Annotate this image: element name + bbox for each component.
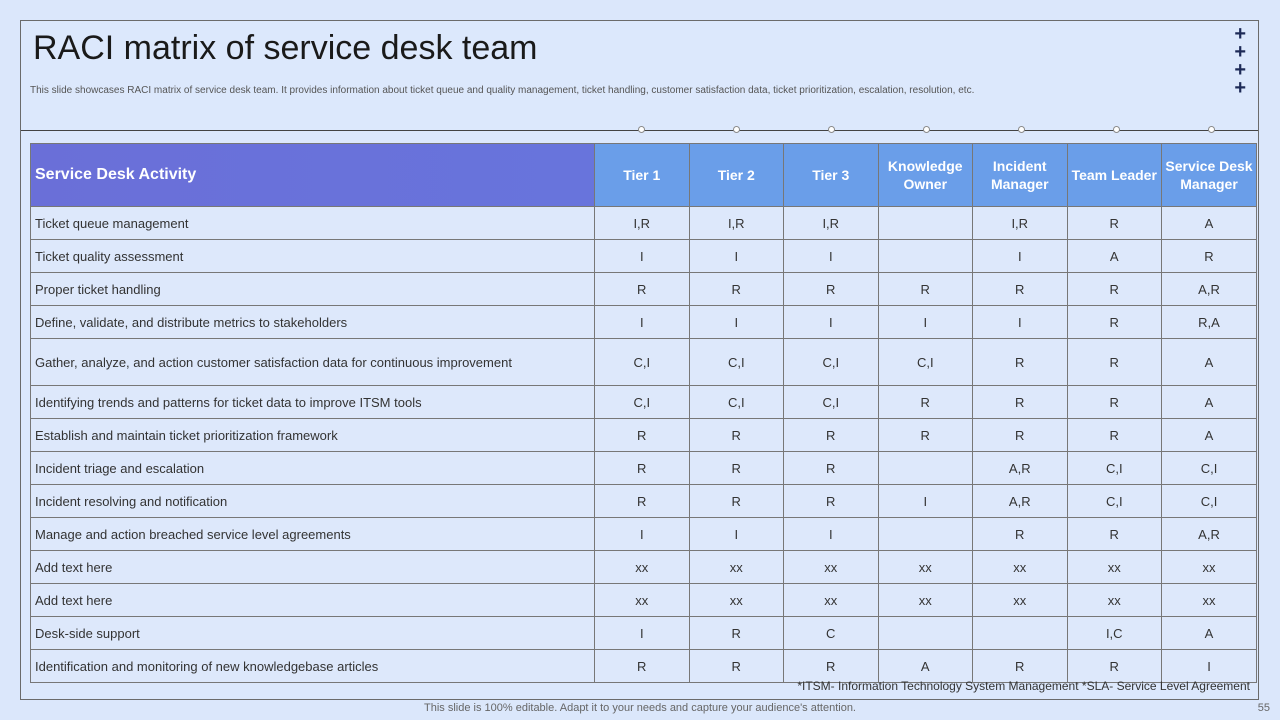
raci-cell: I: [689, 240, 784, 273]
raci-cell: R: [1067, 518, 1162, 551]
raci-cell: R: [689, 419, 784, 452]
raci-cell: R: [1067, 419, 1162, 452]
raci-cell: R: [689, 452, 784, 485]
raci-cell: C,I: [784, 339, 879, 386]
table-row: [31, 650, 1257, 683]
raci-cell: A: [1067, 240, 1162, 273]
raci-cell: C,I: [689, 386, 784, 419]
raci-cell: R: [595, 419, 690, 452]
raci-cell: xx: [784, 584, 879, 617]
raci-cell: R: [784, 452, 879, 485]
table-row: [31, 386, 1257, 419]
table-row: [31, 240, 1257, 273]
raci-cell: R: [878, 273, 973, 306]
raci-cell: R: [1162, 240, 1257, 273]
page-title: RACI matrix of service desk team: [33, 29, 538, 67]
raci-cell: A,R: [973, 452, 1068, 485]
raci-cell: C: [784, 617, 879, 650]
column-header-team-leader: Team Leader: [1067, 144, 1162, 207]
raci-cell: R: [1067, 306, 1162, 339]
plus-icon: +: [1234, 77, 1246, 99]
column-header-activity: Service Desk Activity: [31, 144, 595, 207]
slide-frame: [20, 20, 1259, 700]
column-header-incident-manager: Incident Manager: [973, 144, 1068, 207]
footnote: *ITSM- Information Technology System Management *SLA- Service Level Agreement: [797, 679, 1250, 693]
raci-cell: R: [689, 650, 784, 683]
raci-cell: R: [973, 650, 1068, 683]
raci-cell: xx: [973, 584, 1068, 617]
raci-cell: xx: [878, 584, 973, 617]
table-row: [31, 584, 1257, 617]
table-row: [31, 617, 1257, 650]
raci-cell: xx: [689, 584, 784, 617]
raci-cell: I: [973, 240, 1068, 273]
activity-cell: Incident triage and escalation: [31, 452, 595, 485]
raci-cell: R: [595, 650, 690, 683]
raci-cell: R: [878, 419, 973, 452]
raci-cell: [973, 617, 1068, 650]
raci-cell: I,R: [595, 207, 690, 240]
raci-cell: C,I: [595, 386, 690, 419]
table-row: [31, 485, 1257, 518]
raci-cell: R: [784, 419, 879, 452]
activity-cell: Ticket quality assessment: [31, 240, 595, 273]
raci-cell: A,R: [1162, 518, 1257, 551]
slide-subtitle: This slide showcases RACI matrix of service desk team. It provides information about ticket queue and quality management, ticket handling, customer satisfaction data, ticket prioritization, escalation, resolution, etc.: [30, 85, 975, 96]
table-row: [31, 551, 1257, 584]
raci-cell: R: [595, 452, 690, 485]
activity-cell: Identification and monitoring of new knowledgebase articles: [31, 650, 595, 683]
raci-cell: C,I: [1067, 452, 1162, 485]
raci-cell: C,I: [1067, 485, 1162, 518]
raci-cell: R: [595, 273, 690, 306]
divider-node-dot: [638, 126, 645, 133]
raci-cell: R: [784, 273, 879, 306]
raci-cell: R: [1067, 273, 1162, 306]
raci-cell: xx: [689, 551, 784, 584]
activity-cell: Ticket queue management: [31, 207, 595, 240]
activity-cell: Add text here: [31, 584, 595, 617]
raci-cell: I: [595, 518, 690, 551]
raci-cell: [878, 518, 973, 551]
column-header-tier-2: Tier 2: [689, 144, 784, 207]
activity-cell: Manage and action breached service level agreements: [31, 518, 595, 551]
raci-cell: A,R: [973, 485, 1068, 518]
raci-cell: A: [1162, 617, 1257, 650]
activity-cell: Define, validate, and distribute metrics to stakeholders: [31, 306, 595, 339]
raci-cell: [878, 617, 973, 650]
raci-cell: I: [689, 306, 784, 339]
column-header-service-desk-manager: Service Desk Manager: [1162, 144, 1257, 207]
raci-cell: I: [784, 240, 879, 273]
plus-icon: +: [1234, 59, 1246, 81]
raci-cell: xx: [595, 584, 690, 617]
raci-cell: R: [1067, 207, 1162, 240]
raci-cell: R: [784, 650, 879, 683]
raci-cell: I: [973, 306, 1068, 339]
table-row: [31, 207, 1257, 240]
table-row: [31, 273, 1257, 306]
editable-note: This slide is 100% editable. Adapt it to your needs and capture your audience's attention.: [424, 702, 856, 714]
table-row: [31, 452, 1257, 485]
activity-cell: Add text here: [31, 551, 595, 584]
raci-cell: I: [595, 306, 690, 339]
raci-cell: I,R: [784, 207, 879, 240]
raci-cell: I: [1162, 650, 1257, 683]
divider-node-dot: [1018, 126, 1025, 133]
divider-node-dot: [733, 126, 740, 133]
raci-cell: R,A: [1162, 306, 1257, 339]
raci-cell: A: [1162, 207, 1257, 240]
raci-cell: xx: [1162, 551, 1257, 584]
raci-cell: R: [973, 273, 1068, 306]
raci-cell: xx: [784, 551, 879, 584]
activity-cell: Incident resolving and notification: [31, 485, 595, 518]
raci-cell: [878, 452, 973, 485]
raci-cell: R: [1067, 386, 1162, 419]
raci-cell: R: [689, 617, 784, 650]
raci-cell: xx: [1162, 584, 1257, 617]
raci-cell: xx: [1067, 584, 1162, 617]
raci-cell: [878, 207, 973, 240]
activity-cell: Proper ticket handling: [31, 273, 595, 306]
raci-cell: xx: [595, 551, 690, 584]
page-number: 55: [1257, 702, 1270, 714]
activity-cell: Desk-side support: [31, 617, 595, 650]
raci-cell: R: [689, 485, 784, 518]
raci-cell: I: [595, 240, 690, 273]
table-row: [31, 518, 1257, 551]
activity-cell: Establish and maintain ticket prioritization framework: [31, 419, 595, 452]
raci-cell: xx: [973, 551, 1068, 584]
column-header-tier-1: Tier 1: [595, 144, 690, 207]
raci-cell: I: [878, 306, 973, 339]
raci-cell: C,I: [689, 339, 784, 386]
raci-cell: C,I: [595, 339, 690, 386]
raci-cell: R: [973, 419, 1068, 452]
table-row: [31, 419, 1257, 452]
plus-icon: +: [1234, 41, 1246, 63]
raci-cell: I: [595, 617, 690, 650]
raci-cell: A: [878, 650, 973, 683]
table-row: [31, 339, 1257, 386]
raci-cell: C,I: [1162, 485, 1257, 518]
divider-node-dot: [828, 126, 835, 133]
raci-cell: I,C: [1067, 617, 1162, 650]
raci-cell: A: [1162, 419, 1257, 452]
raci-cell: R: [1067, 650, 1162, 683]
raci-cell: R: [973, 386, 1068, 419]
raci-cell: C,I: [784, 386, 879, 419]
raci-cell: A: [1162, 339, 1257, 386]
column-header-tier-3: Tier 3: [784, 144, 879, 207]
activity-cell: Identifying trends and patterns for ticket data to improve ITSM tools: [31, 386, 595, 419]
raci-cell: I: [784, 306, 879, 339]
raci-cell: R: [595, 485, 690, 518]
activity-cell: Gather, analyze, and action customer satisfaction data for continuous improvement: [31, 339, 595, 386]
raci-cell: C,I: [878, 339, 973, 386]
raci-cell: I: [878, 485, 973, 518]
raci-cell: xx: [1067, 551, 1162, 584]
table-row: [31, 306, 1257, 339]
raci-cell: R: [689, 273, 784, 306]
divider-node-dot: [1113, 126, 1120, 133]
raci-cell: R: [973, 518, 1068, 551]
raci-cell: R: [784, 485, 879, 518]
raci-cell: A: [1162, 386, 1257, 419]
raci-cell: [878, 240, 973, 273]
raci-cell: R: [1067, 339, 1162, 386]
column-header-knowledge-owner: Knowledge Owner: [878, 144, 973, 207]
raci-cell: R: [973, 339, 1068, 386]
plus-decoration: [1234, 25, 1246, 97]
divider-node-dot: [1208, 126, 1215, 133]
raci-cell: C,I: [1162, 452, 1257, 485]
raci-cell: I,R: [689, 207, 784, 240]
raci-cell: I: [784, 518, 879, 551]
raci-matrix-table: [30, 143, 1257, 683]
raci-cell: A,R: [1162, 273, 1257, 306]
table-header-row: [31, 144, 1257, 207]
raci-cell: R: [878, 386, 973, 419]
plus-icon: +: [1234, 23, 1246, 45]
divider-node-dot: [923, 126, 930, 133]
raci-cell: xx: [878, 551, 973, 584]
raci-cell: I,R: [973, 207, 1068, 240]
raci-cell: I: [689, 518, 784, 551]
